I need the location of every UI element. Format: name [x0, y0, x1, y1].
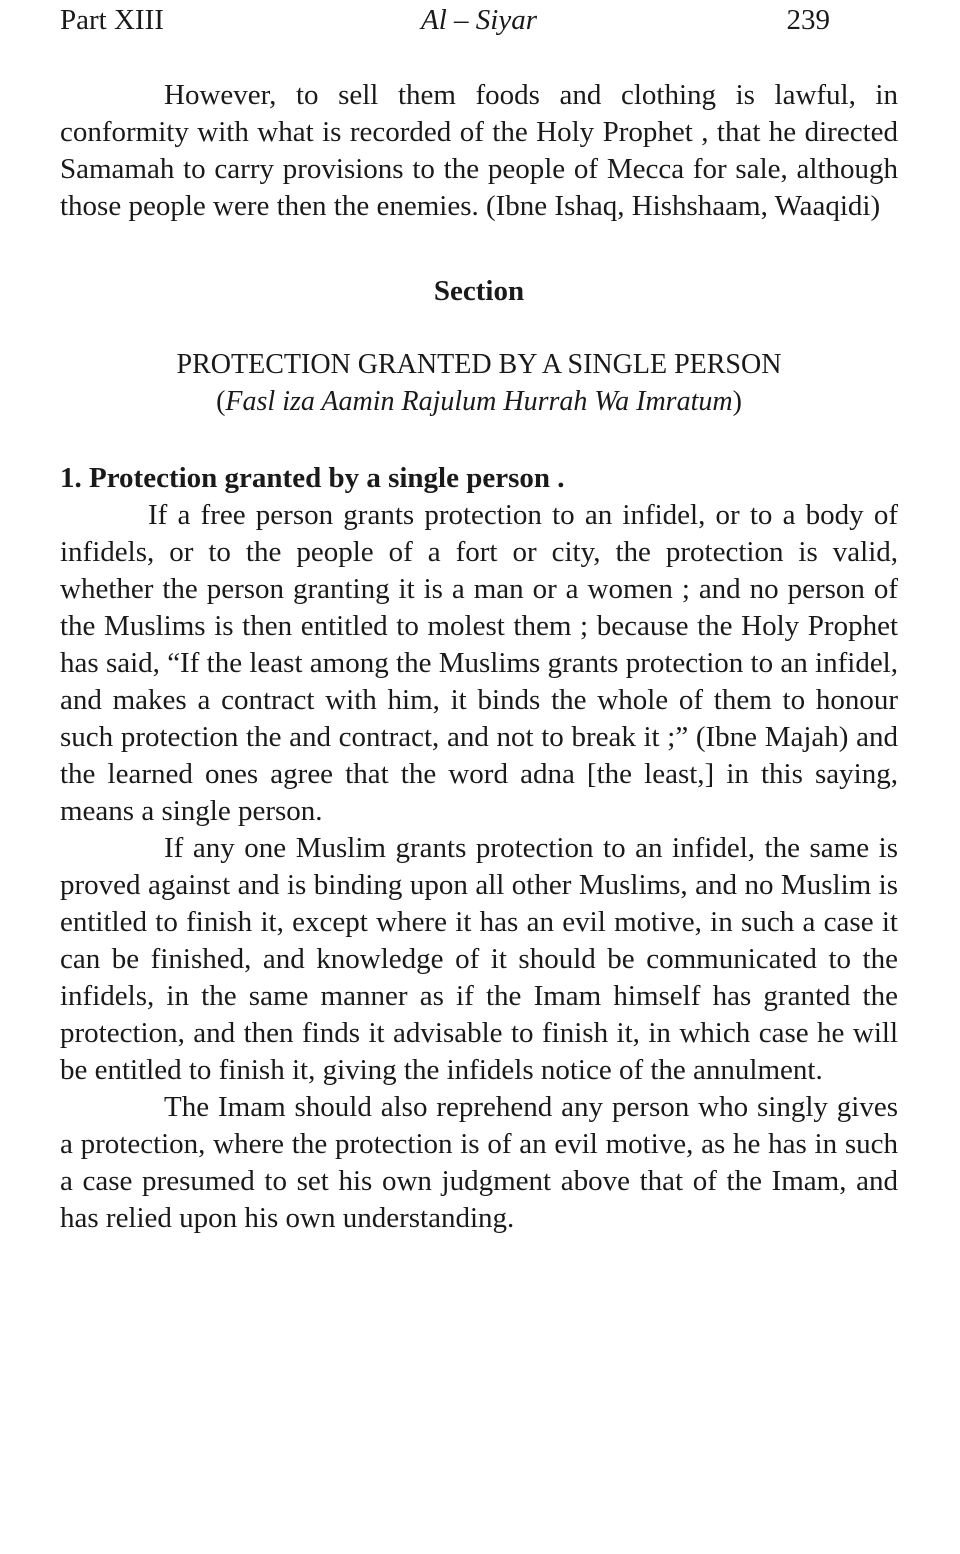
item-heading: 1. Protection granted by a single person . [60, 462, 565, 494]
paragraph-1: If a free person grants protection to an infidel, or to a body of infidels, or to the people of a fort or city, the protection is valid, whether the person granting it is a man or a women ; and no person of the Muslims is then entitled to molest them ; because the Holy Prophet has said, “If the least among the Muslims grants protection to an infidel, and makes a contract with him, it binds the whole of them to honour such protection the and contract, and not to break it ;” (Ibne Majah) and the learned ones agree that the word adna [the least,] in this saying, means a single person. [60, 499, 898, 827]
book-title: Al – Siyar [421, 4, 537, 36]
subtitle-open-paren: ( [216, 386, 226, 417]
page-number: 239 [786, 4, 830, 36]
paragraph-3: The Imam should also reprehend any person who singly gives a protection, where the protection is of an evil motive, as he has in such a case presumed to set his own judgment above that of the Imam, and has relied upon his own understanding. [60, 1091, 898, 1234]
part-label: Part XIII [60, 4, 164, 36]
section-label: Section [433, 275, 525, 307]
section-subtitle [60, 383, 898, 421]
subtitle-transliteration: Fasl iza Aamin Rajulum Hurrah Wa Imratum [225, 386, 733, 417]
subtitle-close-paren: ) [732, 386, 742, 417]
section-title: PROTECTION GRANTED BY A SINGLE PERSON [176, 349, 782, 380]
paragraph-2: If any one Muslim grants protection to an infidel, the same is proved against and is binding upon all other Muslims, and no Muslim is entitled to finish it, except where it has an evil motive, in such a case it can be finished, and knowledge of it should be communicated to the infidels, in the same manner as if the Imam himself has granted the protection, and then finds it advisable to finish it, in which case he will be entitled to finish it, giving the infidels notice of the annulment. [60, 832, 898, 1086]
document-page [60, 0, 898, 1237]
running-header [60, 0, 898, 44]
intro-paragraph: However, to sell them foods and clothing is lawful, in conformity with what is recorded of the Holy Prophet , that he directed Samamah to carry provisions to the people of Mecca for sale, although those people were then the enemies. (Ibne Ishaq, Hishshaam, Waaqidi) [60, 79, 898, 222]
